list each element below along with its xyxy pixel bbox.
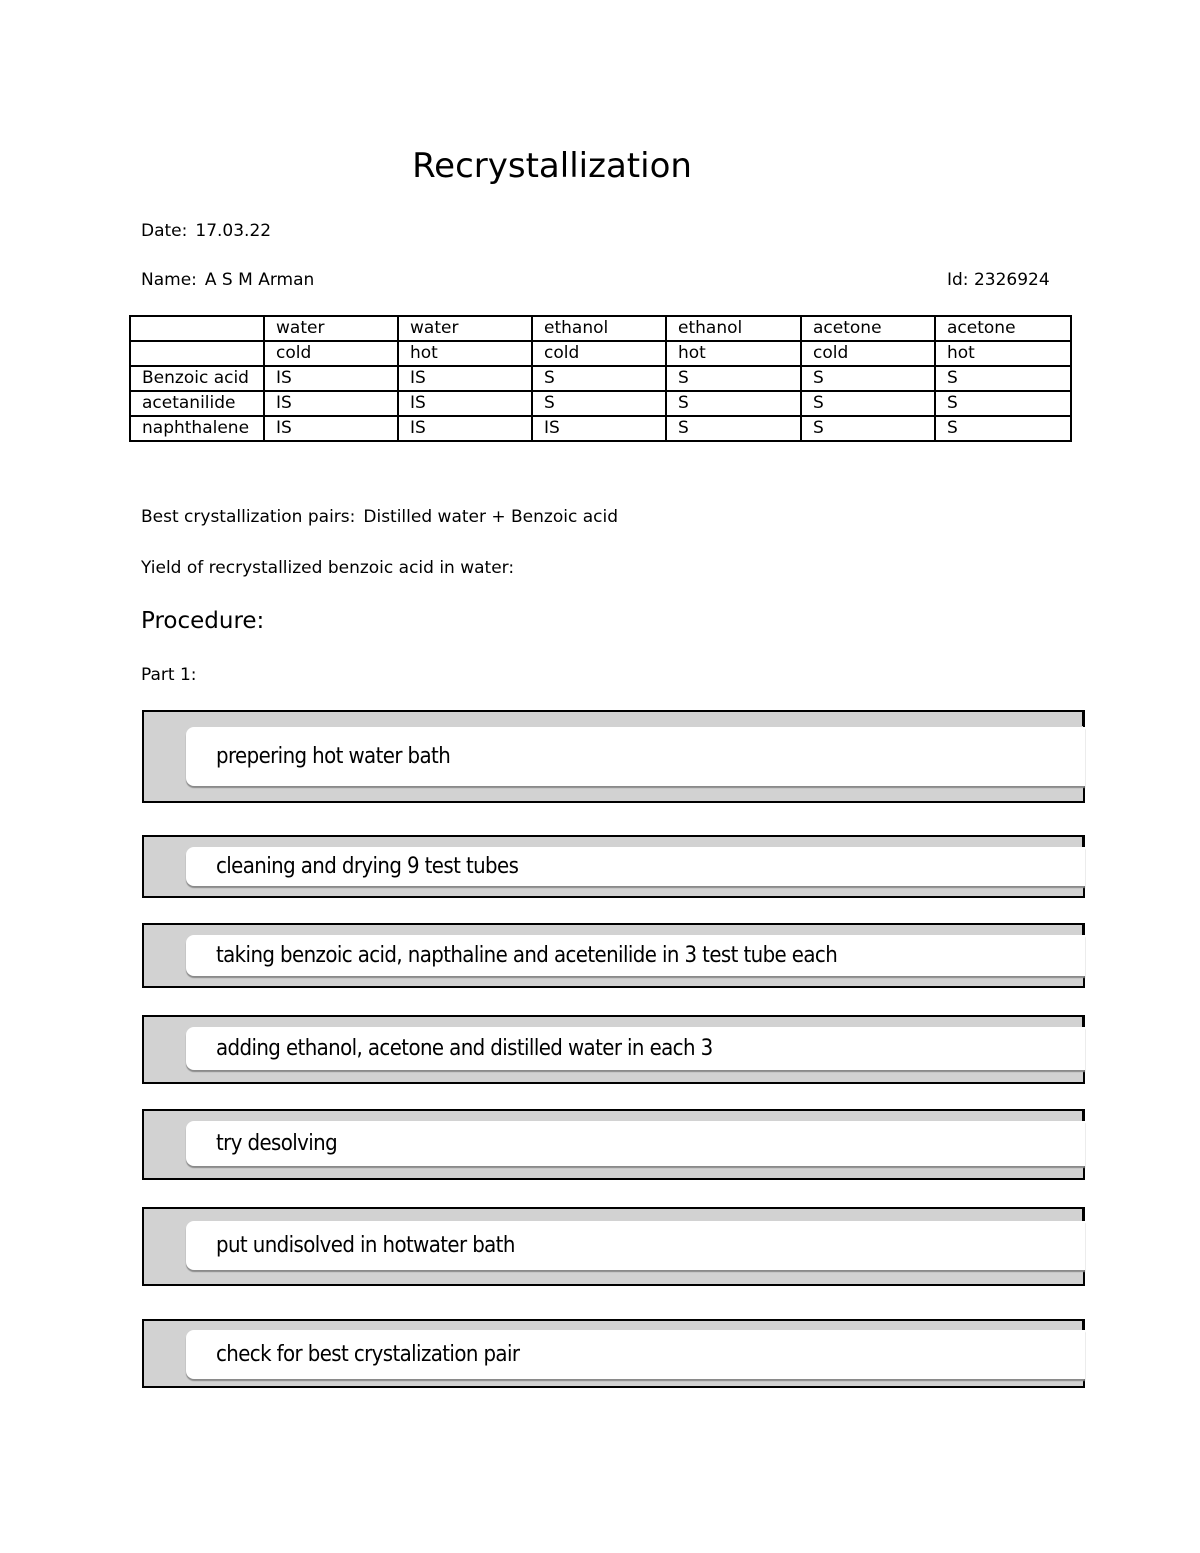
table-cell: S bbox=[666, 416, 801, 441]
table-cell: ethanol bbox=[532, 316, 666, 341]
table-cell: cold bbox=[801, 341, 935, 366]
table-cell: S bbox=[935, 391, 1071, 416]
id-label: Id: bbox=[947, 270, 969, 290]
date-line bbox=[141, 220, 271, 242]
table-cell: cold bbox=[532, 341, 666, 366]
table-cell: S bbox=[935, 416, 1071, 441]
table-cell: hot bbox=[398, 341, 532, 366]
best-pairs-value: Distilled water + Benzoic acid bbox=[363, 507, 618, 527]
procedure-heading: Procedure: bbox=[141, 608, 265, 634]
procedure-step bbox=[142, 710, 1085, 803]
table-cell bbox=[130, 316, 264, 341]
table-cell: cold bbox=[264, 341, 398, 366]
id-value: 2326924 bbox=[973, 270, 1050, 290]
procedure-step bbox=[142, 1015, 1085, 1084]
table-cell: S bbox=[801, 391, 935, 416]
yield-line: Yield of recrystallized benzoic acid in water: bbox=[141, 558, 515, 578]
document-title: Recrystallization bbox=[412, 146, 692, 186]
table-cell: IS bbox=[264, 416, 398, 441]
procedure-step-text: put undisolved in hotwater bath bbox=[186, 1221, 1085, 1270]
table-cell: S bbox=[801, 416, 935, 441]
procedure-step-text: prepering hot water bath bbox=[186, 727, 1085, 786]
name-value: A S M Arman bbox=[204, 270, 315, 290]
name-label: Name: bbox=[141, 270, 197, 290]
table-cell: naphthalene bbox=[130, 416, 264, 441]
table-cell: IS bbox=[398, 391, 532, 416]
table-cell: acetone bbox=[935, 316, 1071, 341]
table-cell: IS bbox=[264, 391, 398, 416]
procedure-step bbox=[142, 1319, 1085, 1388]
table-cell: IS bbox=[398, 366, 532, 391]
procedure-step-text: try desolving bbox=[186, 1121, 1085, 1166]
step-tab-marker bbox=[1082, 710, 1085, 726]
date-label: Date: bbox=[141, 221, 188, 241]
table-cell: S bbox=[935, 366, 1071, 391]
table-cell: IS bbox=[264, 366, 398, 391]
table-cell: acetone bbox=[801, 316, 935, 341]
procedure-step bbox=[142, 1207, 1085, 1286]
table-cell: hot bbox=[935, 341, 1071, 366]
procedure-step bbox=[142, 1109, 1085, 1180]
table-row bbox=[130, 416, 1071, 441]
procedure-step-text: taking benzoic acid, napthaline and acetenilide in 3 test tube each bbox=[186, 935, 1085, 976]
procedure-step bbox=[142, 923, 1085, 988]
table-header-row bbox=[130, 316, 1071, 341]
table-cell: S bbox=[801, 366, 935, 391]
table-cell: S bbox=[532, 391, 666, 416]
procedure-step-text: cleaning and drying 9 test tubes bbox=[186, 847, 1085, 886]
table-cell: hot bbox=[666, 341, 801, 366]
procedure-step bbox=[142, 835, 1085, 898]
name-line bbox=[141, 269, 314, 291]
date-value: 17.03.22 bbox=[195, 221, 272, 241]
best-pairs-line bbox=[141, 506, 618, 528]
table-cell: acetanilide bbox=[130, 391, 264, 416]
table-row bbox=[130, 366, 1071, 391]
table-header-row bbox=[130, 341, 1071, 366]
id-line bbox=[947, 269, 1050, 291]
table-cell: water bbox=[264, 316, 398, 341]
table-cell: S bbox=[666, 366, 801, 391]
table-row bbox=[130, 391, 1071, 416]
table-cell: water bbox=[398, 316, 532, 341]
part-label: Part 1: bbox=[141, 665, 197, 685]
best-pairs-label: Best crystallization pairs: bbox=[141, 507, 356, 527]
solubility-table bbox=[129, 315, 1072, 442]
table-cell: S bbox=[532, 366, 666, 391]
procedure-step-text: adding ethanol, acetone and distilled water in each 3 bbox=[186, 1027, 1085, 1070]
table-cell: IS bbox=[532, 416, 666, 441]
table-cell: IS bbox=[398, 416, 532, 441]
procedure-step-text: check for best crystalization pair bbox=[186, 1330, 1085, 1379]
table-cell: S bbox=[666, 391, 801, 416]
table-cell: Benzoic acid bbox=[130, 366, 264, 391]
table-cell bbox=[130, 341, 264, 366]
table-cell: ethanol bbox=[666, 316, 801, 341]
